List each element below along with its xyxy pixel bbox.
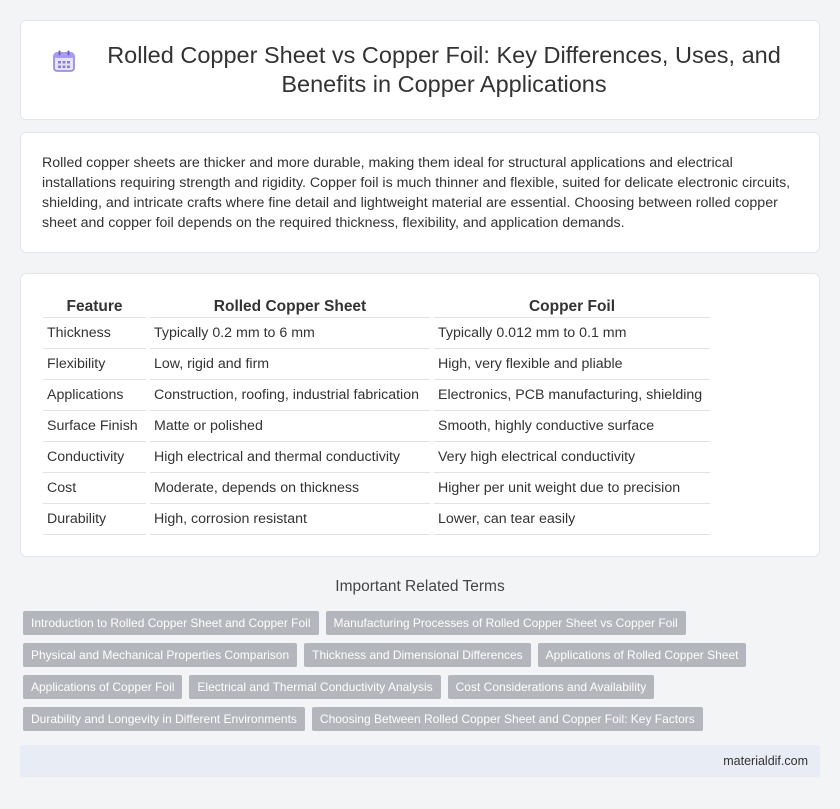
table-row [43, 411, 710, 442]
foil-cell: Lower, can tear easily [434, 504, 710, 535]
sheet-cell: Matte or polished [150, 411, 430, 442]
feature-cell: Thickness [43, 318, 146, 349]
page-title: Rolled Copper Sheet vs Copper Foil: Key Differences, Uses, and Benefits in Copper Applications [107, 42, 781, 97]
related-tag-thickness[interactable]: Thickness and Dimensional Differences [304, 643, 531, 667]
sheet-cell: Construction, roofing, industrial fabrication [150, 380, 430, 411]
header-rolled-copper-sheet: Rolled Copper Sheet [150, 296, 430, 318]
title-wrap [51, 41, 789, 99]
related-tag-conductivity[interactable]: Electrical and Thermal Conductivity Analysis [189, 675, 440, 699]
related-tag-introduction[interactable]: Introduction to Rolled Copper Sheet and Copper Foil [23, 611, 319, 635]
header-feature: Feature [43, 296, 146, 318]
related-tag-durability[interactable]: Durability and Longevity in Different Environments [23, 707, 305, 731]
table-row [43, 349, 710, 380]
related-terms-title: Important Related Terms [335, 578, 505, 595]
table-row [43, 504, 710, 535]
table-header-row [43, 296, 710, 318]
footer-bar [20, 745, 820, 777]
header-copper-foil: Copper Foil [434, 296, 710, 318]
foil-cell: Higher per unit weight due to precision [434, 473, 710, 504]
feature-cell: Surface Finish [43, 411, 146, 442]
related-tag-cost[interactable]: Cost Considerations and Availability [448, 675, 655, 699]
foil-cell: Electronics, PCB manufacturing, shielding [434, 380, 710, 411]
related-terms-tags [23, 611, 823, 739]
intro-paragraph: Rolled copper sheets are thicker and more durable, making them ideal for structural applications and electrical installations requiring strength and rigidity. Copper foil is much thinner and flexible, suited for delicate electronic circuits, shielding, and intricate crafts where fine detail and lightweight material are essential. Choosing between rolled copper sheet and copper foil depends on the required thickness, flexibility, and application demands. [42, 155, 791, 231]
sheet-cell: High, corrosion resistant [150, 504, 430, 535]
foil-cell: High, very flexible and pliable [434, 349, 710, 380]
related-tag-foil-applications[interactable]: Applications of Copper Foil [23, 675, 182, 699]
calendar-icon [51, 48, 77, 74]
table-row [43, 442, 710, 473]
foil-cell: Smooth, highly conductive surface [434, 411, 710, 442]
feature-cell: Applications [43, 380, 146, 411]
header-card [20, 20, 820, 120]
related-tag-properties[interactable]: Physical and Mechanical Properties Comparison [23, 643, 297, 667]
sheet-cell: High electrical and thermal conductivity [150, 442, 430, 473]
comparison-table [39, 296, 714, 535]
sheet-cell: Low, rigid and firm [150, 349, 430, 380]
comparison-table-card [20, 273, 820, 557]
related-tag-manufacturing[interactable]: Manufacturing Processes of Rolled Copper Sheet vs Copper Foil [326, 611, 686, 635]
intro-card [20, 132, 820, 253]
table-row [43, 473, 710, 504]
table-row [43, 318, 710, 349]
foil-cell: Very high electrical conductivity [434, 442, 710, 473]
foil-cell: Typically 0.012 mm to 0.1 mm [434, 318, 710, 349]
related-tag-choosing[interactable]: Choosing Between Rolled Copper Sheet and Copper Foil: Key Factors [312, 707, 703, 731]
feature-cell: Cost [43, 473, 146, 504]
sheet-cell: Typically 0.2 mm to 6 mm [150, 318, 430, 349]
feature-cell: Durability [43, 504, 146, 535]
feature-cell: Flexibility [43, 349, 146, 380]
related-tag-sheet-applications[interactable]: Applications of Rolled Copper Sheet [538, 643, 747, 667]
table-row [43, 380, 710, 411]
sheet-cell: Moderate, depends on thickness [150, 473, 430, 504]
footer-site-link[interactable]: materialdif.com [723, 754, 808, 768]
feature-cell: Conductivity [43, 442, 146, 473]
